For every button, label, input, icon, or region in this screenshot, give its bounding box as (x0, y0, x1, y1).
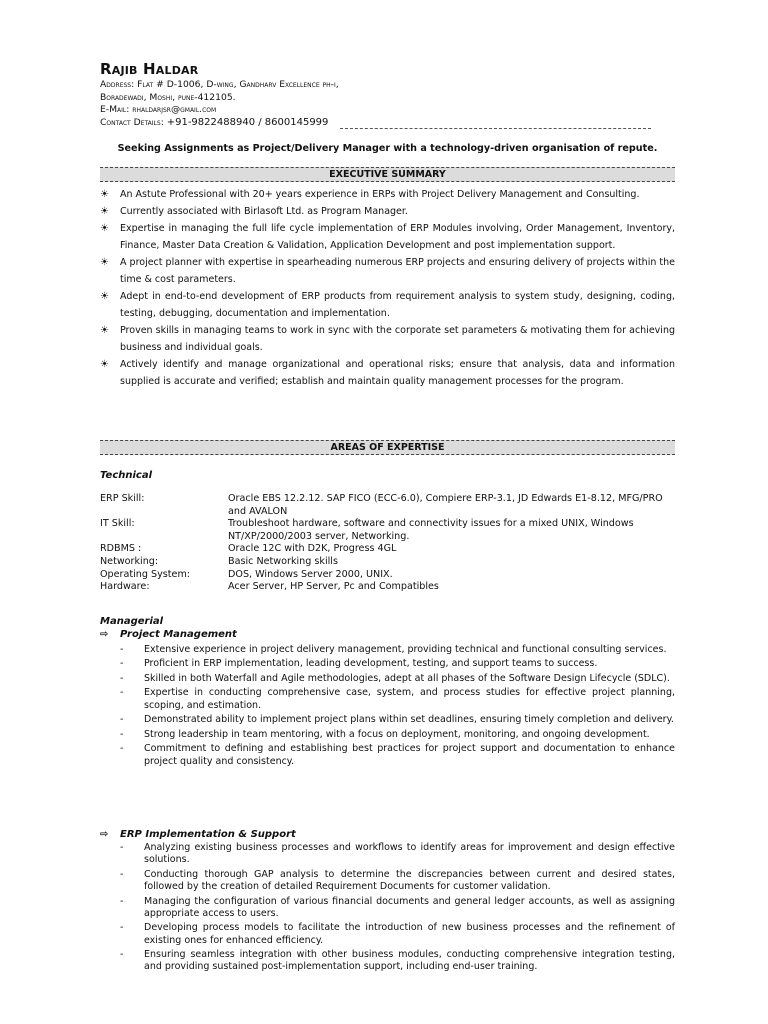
summary-item: ☀ Currently associated with Birlasoft Ltd. as Program Manager. (100, 203, 675, 220)
sun-bullet-icon: ☀ (100, 325, 109, 336)
skill-row (100, 543, 675, 556)
skill-value: Basic Networking skills (228, 555, 338, 567)
list-item: - Demonstrated ability to implement project plans within set deadlines, ensuring timely completion and delivery. (120, 714, 674, 726)
address-line-2: Boradewadi, Moshi, pune-412105. (100, 91, 236, 103)
skill-value: DOS, Windows Server 2000, UNIX. (228, 568, 393, 580)
managerial-heading: Managerial (100, 616, 164, 627)
skill-label: Operating System: (100, 568, 191, 580)
summary-item: ☀ Adept in end-to-end development of ERP products from requirement analysis to system study, designing, coding, testing, debugging, documentation and implementation. (100, 288, 675, 322)
section-executive-summary: EXECUTIVE SUMMARY (100, 167, 675, 182)
list-item: - Ensuring seamless integration with other business modules, conducting comprehensive integration testing, and providing sustained post-implementation support, including end-user training. (120, 949, 675, 973)
skill-label: Networking: (100, 555, 159, 567)
project-management-list (120, 644, 675, 770)
address-line-1: Address: Flat # D-1006, D-wing, Gandharv Excellence ph-i, (100, 79, 339, 90)
list-item: - Strong leadership in team mentoring, with a focus on deployment, monitoring, and ongoing development. (120, 728, 650, 740)
skill-label: ERP Skill: (100, 493, 145, 504)
executive-summary-list (100, 186, 675, 390)
skill-row (100, 556, 675, 569)
sun-bullet-icon: ☀ (100, 223, 109, 234)
list-item: - Managing the configuration of various financial documents and general ledger accounts, as well as assigning appropriate access to users. (120, 895, 675, 919)
summary-item: ☀ Proven skills in managing teams to work in sync with the corporate set parameters & motivating them for achieving business and individual goals. (100, 322, 675, 356)
skill-label: IT Skill: (100, 518, 135, 530)
technical-heading: Technical (100, 470, 153, 481)
list-item: - Expertise in conducting comprehensive case, system, and process studies for effective project planning, scoping, and estimation. (120, 687, 675, 711)
sun-bullet-icon: ☀ (100, 257, 109, 268)
skill-value: Troubleshoot hardware, software and connectivity issues for a mixed UNIX, Windows NT/XP/2000/2003 server, Networking. (228, 518, 634, 542)
skill-row (100, 569, 675, 582)
candidate-name: Rajib Haldar (100, 60, 199, 78)
skill-label: RDBMS : (100, 543, 142, 555)
sun-bullet-icon: ☀ (100, 206, 109, 217)
contact-line (100, 117, 328, 129)
skill-value: Oracle EBS 12.2.12. SAP FICO (ECC-6.0), Compiere ERP-3.1, JD Edwards E1-8.12, MFG/PRO and AVALON (228, 493, 663, 517)
right-arrow-bullet-icon: ⇨ (100, 629, 109, 640)
list-item: - Developing process models to facilitate the introduction of new business processes and the refinement of existing ones for enhanced efficiency. (120, 922, 675, 946)
erp-implementation-list (120, 842, 675, 976)
list-item: - Proficient in ERP implementation, leading development, testing, and support teams to success. (120, 658, 598, 670)
project-management-heading: ⇨ Project Management (100, 629, 237, 640)
summary-item: ☀ A project planner with expertise in spearheading numerous ERP projects and ensuring delivery of projects within the time & cost parameters. (100, 254, 675, 288)
objective-statement: Seeking Assignments as Project/Delivery Manager with a technology-driven organisation of repute. (117, 143, 658, 154)
list-item: - Conducting thorough GAP analysis to determine the discrepancies between current and desired states, followed by the creation of detailed Requirement Documents for customer validation. (120, 868, 675, 893)
right-arrow-bullet-icon: ⇨ (100, 829, 109, 840)
summary-item: ☀ An Astute Professional with 20+ years experience in ERPs with Project Delivery Management and Consulting. (100, 186, 675, 203)
header-divider (340, 128, 651, 129)
sun-bullet-icon: ☀ (100, 189, 109, 200)
list-item: - Extensive experience in project delivery management, providing technical and functional consulting services. (120, 644, 667, 655)
skill-value: Acer Server, HP Server, Pc and Compatibles (228, 581, 439, 593)
contact-numbers: +91-9822488940 / 8600145999 (166, 116, 329, 128)
sun-bullet-icon: ☀ (100, 291, 109, 302)
list-item: - Analyzing existing business processes and workflows to identify areas for improvement and design effective solutions. (120, 842, 675, 866)
contact-label: Contact Details: (100, 116, 167, 128)
technical-skills-table (100, 493, 675, 594)
section-areas-of-expertise: AREAS OF EXPERTISE (100, 440, 675, 455)
skill-label: Hardware: (100, 581, 150, 593)
email-line: E-Mail: rhaldarjsr@gmail.com (100, 104, 217, 115)
skill-row (100, 581, 675, 594)
skill-value: Oracle 12C with D2K, Progress 4GL (228, 543, 397, 555)
skill-row (100, 518, 675, 543)
list-item: - Skilled in both Waterfall and Agile methodologies, adept at all phases of the Software Design Lifecycle (SDLC). (120, 672, 670, 684)
skill-row (100, 493, 675, 518)
list-item: - Commitment to defining and establishing best practices for project support and documentation to enhance project quality and consistency. (120, 743, 675, 767)
erp-implementation-heading: ⇨ ERP Implementation & Support (100, 829, 296, 840)
summary-item: ☀ Actively identify and manage organizational and operational risks; ensure that analysis, data and information supplied is accurate and verified; establish and maintain quality management processes for the program. (100, 356, 675, 390)
summary-item: ☀ Expertise in managing the full life cycle implementation of ERP Modules involving, Order Management, Inventory, Finance, Master Data Creation & Validation, Application Development and post implementation support. (100, 220, 675, 254)
sun-bullet-icon: ☀ (100, 359, 109, 370)
